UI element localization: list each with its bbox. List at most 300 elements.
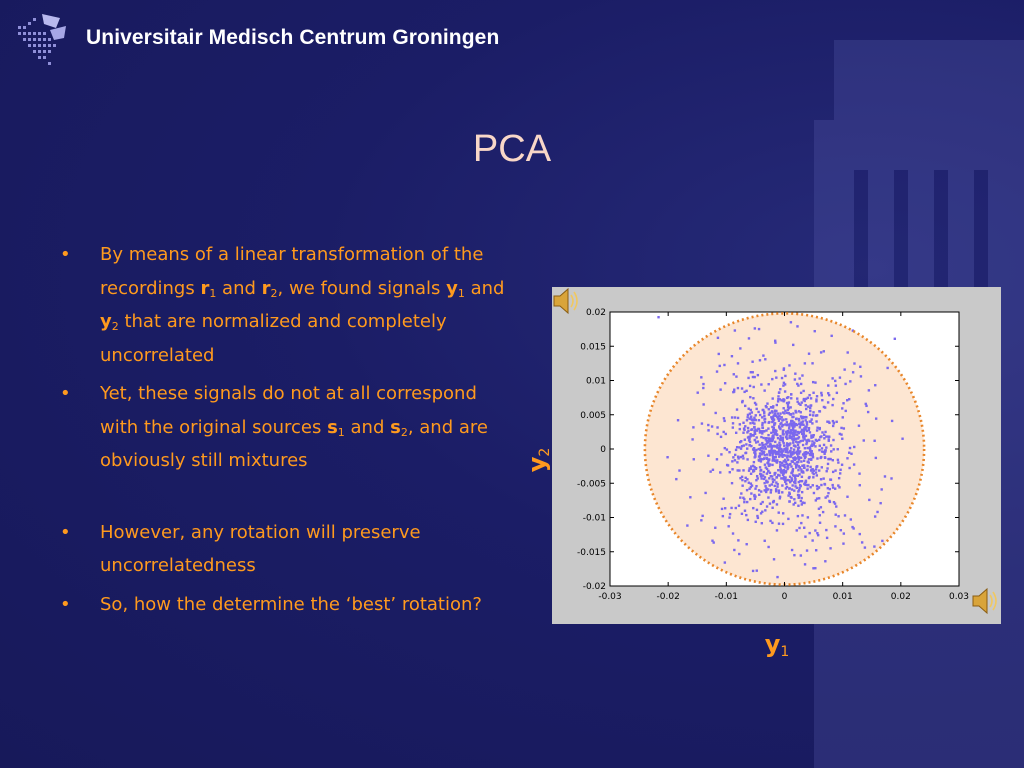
scatter-point — [702, 403, 704, 405]
scatter-point — [777, 437, 779, 439]
scatter-point — [811, 362, 813, 364]
scatter-point — [806, 447, 808, 449]
scatter-point — [724, 447, 726, 449]
scatter-point — [735, 449, 737, 451]
scatter-point — [805, 416, 807, 418]
scatter-point — [766, 453, 768, 455]
scatter-point — [693, 458, 695, 460]
scatter-point — [821, 431, 823, 433]
scatter-point — [782, 442, 784, 444]
scatter-point — [747, 414, 749, 416]
scatter-point — [678, 469, 680, 471]
scatter-point — [848, 452, 850, 454]
speaker-icon[interactable] — [551, 284, 581, 318]
scatter-point — [802, 420, 804, 422]
scatter-point — [810, 397, 812, 399]
scatter-point — [798, 436, 800, 438]
scatter-point — [724, 507, 726, 509]
scatter-point — [807, 461, 809, 463]
scatter-point — [771, 478, 773, 480]
scatter-point — [797, 447, 799, 449]
scatter-point — [750, 416, 752, 418]
scatter-point — [765, 406, 767, 408]
scatter-point — [791, 423, 793, 425]
scatter-point — [806, 469, 808, 471]
scatter-plot — [552, 287, 1001, 624]
scatter-point — [800, 460, 802, 462]
scatter-point — [800, 431, 802, 433]
scatter-point — [774, 485, 776, 487]
scatter-point — [748, 337, 750, 339]
scatter-point — [775, 433, 777, 435]
scatter-point — [760, 436, 762, 438]
scatter-point — [776, 529, 778, 531]
scatter-point — [823, 434, 825, 436]
y-tick-label: -0.015 — [576, 547, 606, 558]
scatter-point — [745, 477, 747, 479]
scatter-point — [829, 547, 831, 549]
scatter-point — [812, 411, 814, 413]
scatter-point — [701, 515, 703, 517]
umcg-logo-icon — [14, 8, 72, 70]
scatter-point — [731, 355, 733, 357]
scatter-point — [841, 407, 843, 409]
scatter-point — [800, 383, 802, 385]
scatter-point — [788, 364, 790, 366]
scatter-point — [785, 418, 787, 420]
scatter-point — [844, 514, 846, 516]
scatter-point — [770, 475, 772, 477]
scatter-point — [764, 540, 766, 542]
scatter-point — [711, 540, 713, 542]
scatter-point — [707, 429, 709, 431]
scatter-point — [843, 368, 845, 370]
scatter-point — [837, 461, 839, 463]
scatter-point — [782, 418, 784, 420]
scatter-point — [809, 431, 811, 433]
scatter-point — [809, 407, 811, 409]
scatter-point — [797, 490, 799, 492]
scatter-point — [769, 440, 771, 442]
scatter-point — [764, 509, 766, 511]
scatter-point — [801, 514, 803, 516]
scatter-point — [773, 473, 775, 475]
scatter-point — [726, 448, 728, 450]
scatter-point — [757, 411, 759, 413]
scatter-point — [815, 439, 817, 441]
scatter-point — [766, 505, 768, 507]
scatter-point — [788, 412, 790, 414]
scatter-point — [742, 469, 744, 471]
scatter-point — [749, 396, 751, 398]
scatter-point — [850, 453, 852, 455]
y-tick-label: 0.005 — [580, 410, 606, 421]
scatter-point — [808, 440, 810, 442]
scatter-point — [831, 377, 833, 379]
scatter-point — [748, 439, 750, 441]
scatter-point — [770, 432, 772, 434]
scatter-point — [758, 419, 760, 421]
scatter-point — [785, 470, 787, 472]
scatter-point — [842, 402, 844, 404]
scatter-point — [765, 443, 767, 445]
scatter-point — [818, 449, 820, 451]
scatter-point — [822, 451, 824, 453]
scatter-point — [873, 545, 875, 547]
scatter-point — [863, 439, 865, 441]
scatter-point — [779, 412, 781, 414]
scatter-point — [800, 392, 802, 394]
scatter-point — [733, 388, 735, 390]
scatter-point — [777, 417, 779, 419]
scatter-point — [800, 457, 802, 459]
scatter-point — [739, 347, 741, 349]
scatter-point — [816, 395, 818, 397]
scatter-point — [776, 483, 778, 485]
scatter-point — [797, 475, 799, 477]
scatter-point — [781, 454, 783, 456]
scatter-point — [816, 457, 818, 459]
scatter-point — [801, 476, 803, 478]
scatter-point — [792, 474, 794, 476]
scatter-point — [811, 443, 813, 445]
scatter-point — [843, 427, 845, 429]
scatter-point — [758, 328, 760, 330]
scatter-point — [761, 444, 763, 446]
scatter-point — [691, 438, 693, 440]
scatter-point — [771, 421, 773, 423]
scatter-point — [757, 374, 759, 376]
scatter-point — [746, 489, 748, 491]
scatter-point — [791, 451, 793, 453]
scatter-point — [814, 381, 816, 383]
scatter-point — [734, 329, 736, 331]
scatter-point — [791, 484, 793, 486]
header — [14, 8, 499, 70]
scatter-point — [765, 466, 767, 468]
scatter-point — [780, 471, 782, 473]
scatter-point — [778, 491, 780, 493]
scatter-point — [747, 519, 749, 521]
scatter-point — [803, 527, 805, 529]
scatter-point — [717, 337, 719, 339]
scatter-point — [805, 408, 807, 410]
scatter-point — [798, 458, 800, 460]
scatter-point — [865, 403, 867, 405]
scatter-point — [754, 487, 756, 489]
scatter-point — [755, 414, 757, 416]
scatter-point — [830, 335, 832, 337]
scatter-point — [820, 456, 822, 458]
scatter-point — [700, 376, 702, 378]
scatter-point — [746, 419, 748, 421]
speaker-icon[interactable] — [970, 584, 1000, 618]
scatter-point — [809, 414, 811, 416]
scatter-point — [815, 468, 817, 470]
bullet-dot: • — [60, 593, 71, 615]
scatter-point — [812, 567, 814, 569]
scatter-point — [881, 540, 883, 542]
scatter-point — [770, 416, 772, 418]
scatter-point — [747, 427, 749, 429]
scatter-point — [820, 392, 822, 394]
scatter-point — [744, 439, 746, 441]
scatter-point — [761, 426, 763, 428]
scatter-point — [806, 423, 808, 425]
scatter-point — [816, 429, 818, 431]
scatter-point — [827, 492, 829, 494]
scatter-point — [741, 387, 743, 389]
scatter-point — [783, 382, 785, 384]
scatter-point — [816, 465, 818, 467]
y-tick-label: 0.015 — [580, 342, 606, 353]
scatter-point — [761, 416, 763, 418]
scatter-point — [793, 554, 795, 556]
scatter-point — [755, 436, 757, 438]
scatter-point — [758, 459, 760, 461]
scatter-point — [835, 513, 837, 515]
scatter-point — [773, 500, 775, 502]
scatter-point — [797, 455, 799, 457]
scatter-point — [824, 431, 826, 433]
scatter-point — [758, 494, 760, 496]
scatter-point — [827, 392, 829, 394]
scatter-point — [774, 341, 776, 343]
scatter-point — [808, 394, 810, 396]
scatter-point — [804, 447, 806, 449]
scatter-point — [768, 422, 770, 424]
scatter-point — [704, 492, 706, 494]
bullet-item: • Yet, these signals do not at all correspond with the original sources $s_1$ and $s_2$, and are obviously still mixtures — [60, 377, 510, 478]
scatter-point — [774, 370, 776, 372]
scatter-point — [832, 471, 834, 473]
scatter-point — [788, 500, 790, 502]
x-tick-label: -0.03 — [598, 592, 622, 602]
scatter-point — [880, 488, 882, 490]
scatter-point — [782, 407, 784, 409]
scatter-point — [736, 408, 738, 410]
scatter-point — [792, 416, 794, 418]
scatter-point — [739, 428, 741, 430]
scatter-point — [753, 461, 755, 463]
brand-name: Universitair Medisch Centrum Groningen — [86, 26, 500, 49]
scatter-point — [723, 417, 725, 419]
scatter-point — [714, 412, 716, 414]
scatter-point — [789, 481, 791, 483]
scatter-point — [804, 419, 806, 421]
scatter-point — [778, 522, 780, 524]
scatter-point — [890, 477, 892, 479]
scatter-point — [768, 408, 770, 410]
scatter-point — [836, 392, 838, 394]
scatter-point — [811, 422, 813, 424]
scatter-point — [834, 525, 836, 527]
scatter-point — [787, 396, 789, 398]
scatter-point — [723, 420, 725, 422]
scatter-point — [791, 549, 793, 551]
scatter-point — [786, 421, 788, 423]
scatter-point — [793, 438, 795, 440]
scatter-point — [819, 522, 821, 524]
scatter-point — [818, 428, 820, 430]
scatter-point — [791, 420, 793, 422]
scatter-point — [832, 459, 834, 461]
scatter-point — [784, 390, 786, 392]
scatter-point — [773, 423, 775, 425]
scatter-point — [754, 453, 756, 455]
scatter-point — [742, 457, 744, 459]
scatter-point — [837, 459, 839, 461]
scatter-point — [755, 521, 757, 523]
scatter-point — [771, 507, 773, 509]
scatter-point — [784, 375, 786, 377]
scatter-point — [731, 468, 733, 470]
scatter-point — [771, 483, 773, 485]
scatter-point — [805, 452, 807, 454]
scatter-point — [722, 498, 724, 500]
scatter-point — [766, 472, 768, 474]
scatter-point — [805, 435, 807, 437]
scatter-point — [868, 499, 870, 501]
scatter-point — [815, 420, 817, 422]
scatter-point — [770, 489, 772, 491]
scatter-point — [733, 373, 735, 375]
scatter-point — [805, 398, 807, 400]
scatter-point — [782, 523, 784, 525]
scatter-point — [778, 415, 780, 417]
scatter-point — [852, 371, 854, 373]
scatter-point — [852, 527, 854, 529]
scatter-point — [756, 509, 758, 511]
scatter-point — [807, 484, 809, 486]
scatter-point — [742, 497, 744, 499]
scatter-point — [859, 533, 861, 535]
scatter-point — [805, 443, 807, 445]
scatter-point — [859, 484, 861, 486]
scatter-point — [901, 438, 903, 440]
scatter-point — [760, 477, 762, 479]
scatter-point — [819, 514, 821, 516]
scatter-point — [808, 477, 810, 479]
scatter-point — [832, 439, 834, 441]
scatter-point — [793, 498, 795, 500]
scatter-point — [768, 477, 770, 479]
scatter-point — [779, 466, 781, 468]
scatter-point — [791, 488, 793, 490]
scatter-point — [762, 437, 764, 439]
scatter-point — [769, 484, 771, 486]
scatter-point — [803, 460, 805, 462]
scatter-point — [833, 422, 835, 424]
scatter-point — [778, 442, 780, 444]
scatter-point — [796, 424, 798, 426]
scatter-point — [749, 498, 751, 500]
scatter-point — [835, 384, 837, 386]
scatter-point — [800, 415, 802, 417]
scatter-point — [803, 427, 805, 429]
scatter-point — [770, 491, 772, 493]
scatter-point — [724, 561, 726, 563]
scatter-point — [763, 450, 765, 452]
scatter-point — [787, 459, 789, 461]
scatter-point — [820, 506, 822, 508]
scatter-point — [779, 464, 781, 466]
scatter-point — [761, 432, 763, 434]
scatter-point — [812, 473, 814, 475]
scatter-point — [794, 502, 796, 504]
scatter-point — [748, 408, 750, 410]
scatter-point — [779, 388, 781, 390]
scatter-point — [763, 458, 765, 460]
scatter-point — [749, 433, 751, 435]
scatter-point — [793, 435, 795, 437]
scatter-point — [789, 437, 791, 439]
scatter-point — [884, 475, 886, 477]
scatter-point — [756, 569, 758, 571]
scatter-point — [823, 437, 825, 439]
scatter-point — [764, 421, 766, 423]
scatter-point — [776, 404, 778, 406]
scatter-point — [716, 458, 718, 460]
scatter-point — [839, 433, 841, 435]
scatter-point — [818, 497, 820, 499]
scatter-point — [886, 367, 888, 369]
scatter-point — [839, 469, 841, 471]
scatter-point — [813, 492, 815, 494]
scatter-point — [750, 473, 752, 475]
scatter-point — [763, 471, 765, 473]
scatter-point — [853, 362, 855, 364]
scatter-point — [805, 480, 807, 482]
scatter-point — [758, 489, 760, 491]
scatter-point — [787, 479, 789, 481]
scatter-point — [815, 549, 817, 551]
scatter-point — [875, 417, 877, 419]
scatter-point — [826, 470, 828, 472]
scatter-point — [734, 459, 736, 461]
scatter-point — [821, 447, 823, 449]
scatter-point — [800, 411, 802, 413]
scatter-point — [794, 378, 796, 380]
scatter-point — [832, 425, 834, 427]
scatter-point — [799, 426, 801, 428]
scatter-point — [841, 464, 843, 466]
scatter-point — [831, 404, 833, 406]
scatter-point — [741, 445, 743, 447]
scatter-point — [787, 406, 789, 408]
x-tick-label: 0.01 — [832, 592, 853, 602]
scatter-point — [764, 485, 766, 487]
scatter-point — [823, 406, 825, 408]
scatter-point — [721, 508, 723, 510]
scatter-point — [839, 472, 841, 474]
scatter-point — [736, 446, 738, 448]
scatter-point — [792, 344, 794, 346]
scatter-point — [779, 445, 781, 447]
scatter-point — [859, 366, 861, 368]
scatter-point — [782, 424, 784, 426]
scatter-point — [812, 381, 814, 383]
scatter-point — [739, 477, 741, 479]
scatter-point — [820, 484, 822, 486]
x-tick-label: 0 — [781, 592, 788, 602]
scatter-point — [751, 484, 753, 486]
scatter-point — [716, 433, 718, 435]
scatter-point — [692, 426, 694, 428]
scatter-point — [853, 463, 855, 465]
scatter-point — [794, 372, 796, 374]
scatter-point — [756, 408, 758, 410]
